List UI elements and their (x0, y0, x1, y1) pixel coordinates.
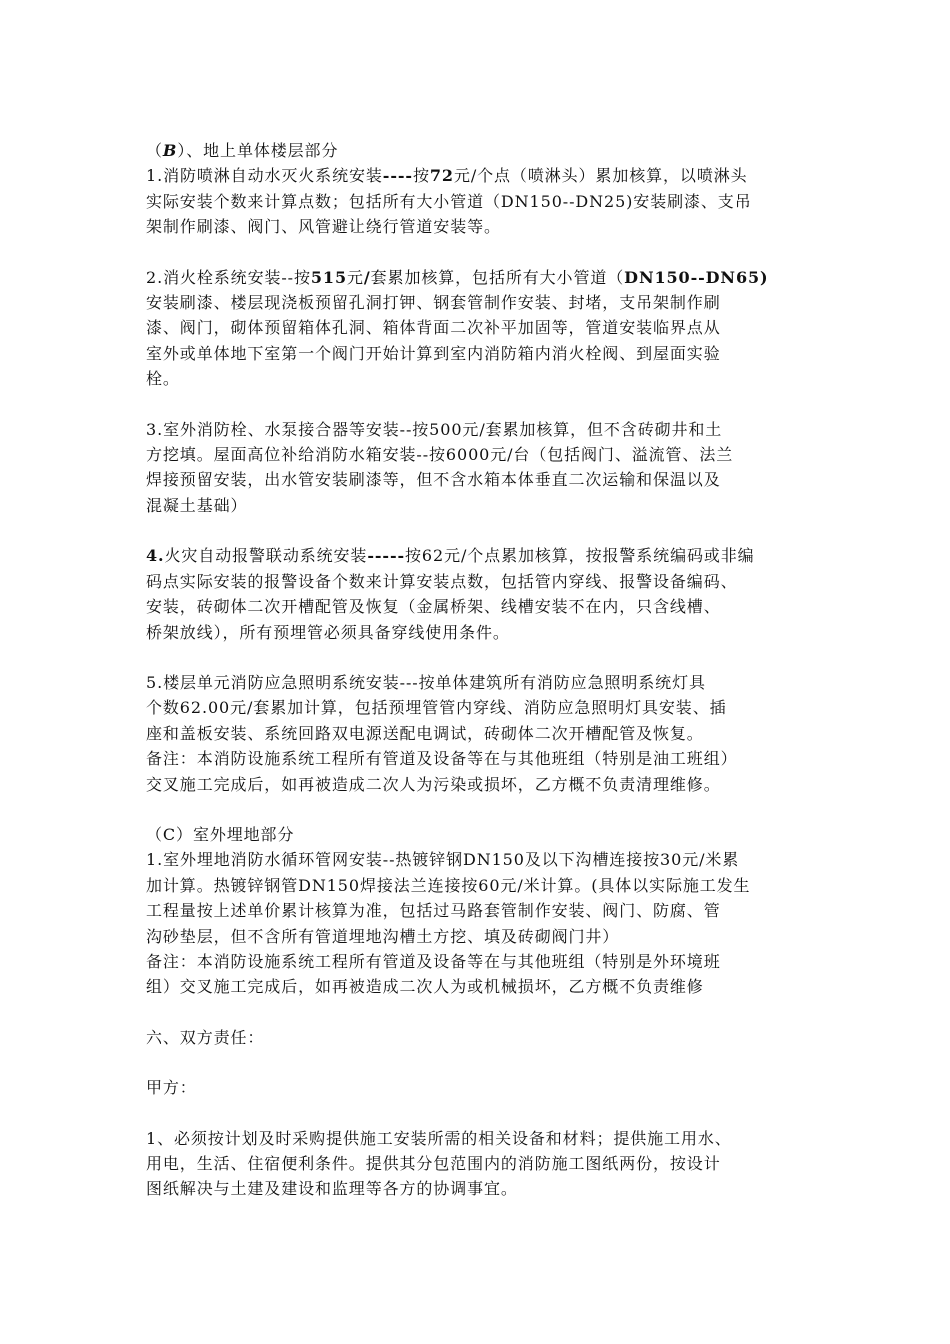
section-b-item-1 (146, 163, 816, 239)
item4-number: 4. (146, 546, 165, 566)
item3-line-4: 混凝土基础） (146, 495, 248, 515)
responsibilities-heading: 六、双方责任： (146, 1027, 265, 1047)
item2-text-c: 元 (347, 267, 364, 287)
item1-line-3: 架制作刷漆、阀门、风管避让绕行管道安装等。 (146, 217, 501, 237)
item4-text-d: 按62元/个点累加核算，按报警系统编码或非编 (405, 546, 755, 566)
document-page (146, 138, 816, 1202)
section-b-item-5 (146, 670, 816, 797)
section-b-item-4 (146, 543, 816, 645)
section-c-line-1: 1.室外埋地消防水循环管网安装--热镀锌钢DN150及以下沟槽连接按30元/米累 (146, 850, 740, 870)
section-b-heading (146, 138, 816, 163)
item3-line-3: 焊接预留安装，出水管安装刷漆等，但不含水箱本体垂直二次运输和保温以及 (146, 470, 721, 490)
item3-line-2: 方挖填。屋面高位补给消防水箱安装--按6000元/台（包括阀门、溢流管、法兰 (146, 445, 734, 465)
item1-text-c: 按 (412, 166, 430, 186)
item4-line-2: 码点实际安装的报警设备个数来计算安装点数，包括管内穿线、报警设备编码、 (146, 571, 738, 591)
item4-dashes: ----- (367, 546, 406, 566)
party-a-item-1 (146, 1126, 816, 1202)
party-a-item1-line-3: 图纸解决与土建及建设和监理等各方的协调事宜。 (146, 1179, 518, 1199)
item4-line-4: 桥架放线），所有预埋管必须具备穿线使用条件。 (146, 622, 510, 642)
section-c-line-2: 加计算。热镀锌钢管DN150焊接法兰连接按60元/米计算。(具体以实际施工发生 (146, 875, 751, 895)
item2-pipe-range: DN150--DN65) (624, 267, 769, 287)
item5-line-3: 座和盖板安装、系统回路双电源送配电调试，砖砌体二次开槽配管及恢复。 (146, 723, 704, 743)
item2-price: 515 (310, 267, 347, 287)
section-c-line-3: 工程量按上述单价累计核算为准，包括过马路套管制作安装、阀门、防腐、管 (146, 901, 721, 921)
section-c-line-4: 沟砂垫层，但不含所有管道埋地沟槽土方挖、填及砖砌阀门井） (146, 926, 620, 946)
item5-note-line-2: 交叉施工完成后，如再被造成二次人为污染或损坏，乙方概不负责清理维修。 (146, 774, 721, 794)
party-a-text: 甲方： (146, 1078, 197, 1098)
party-a-item1-line-1: 1、必须按计划及时采购提供施工安装所需的相关设备和材料；提供施工用水、 (146, 1128, 732, 1148)
item2-line-4: 室外或单体地下室第一个阀门开始计算到室内消防箱内消火栓阀、到屋面实验 (146, 343, 721, 363)
item1-price: 72 (429, 166, 454, 186)
item2-line-5: 栓。 (146, 369, 180, 389)
item5-note-line-1: 备注：本消防设施系统工程所有管道及设备等在与其他班组（特别是油工班组） (146, 749, 738, 769)
item1-dashes: ---- (382, 166, 413, 186)
section-6-heading (146, 1025, 816, 1050)
item1-line-2: 实际安装个数来计算点数；包括所有大小管道（DN150--DN25)安装刷漆、支吊 (146, 191, 752, 211)
section-b-item-2 (146, 265, 816, 392)
item1-text-a: 1.消防喷淋自动水灭火系统安装 (146, 166, 383, 186)
item2-text-e: 套累加核算，包括所有大小管道（ (370, 267, 625, 287)
item1-text-e: 元/个点（喷淋头）累加核算，以喷淋头 (453, 166, 748, 186)
item5-line-1: 5.楼层单元消防应急照明系统安装---按单体建筑所有消防应急照明系统灯具 (146, 672, 706, 692)
item2-line-3: 漆、阀门，砌体预留箱体孔洞、箱体背面二次补平加固等，管道安装临界点从 (146, 318, 721, 338)
heading-paren: （ (146, 141, 163, 160)
item4-line-3: 安装，砖砌体二次开槽配管及恢复（金属桥架、线槽安装不在内，只含线槽、 (146, 597, 721, 617)
item5-line-2: 个数62.00元/套累加计算，包括预埋管管内穿线、消防应急照明灯具安装、插 (146, 698, 727, 718)
item2-text-a: 2.消火栓系统安装--按 (146, 267, 311, 287)
heading-letter: B (162, 141, 178, 160)
section-c-heading: （C）室外埋地部分 (146, 824, 295, 844)
party-a-item1-line-2: 用电，生活、住宿便利条件。提供其分包范围内的消防施工图纸两份，按设计 (146, 1154, 721, 1173)
item3-line-1: 3.室外消防栓、水泵接合器等安装--按500元/套累加核算，但不含砖砌井和土 (146, 419, 723, 439)
section-c (146, 822, 816, 1000)
section-b-item-3 (146, 417, 816, 519)
party-a-label (146, 1075, 816, 1100)
item2-line-2: 安装刷漆、楼层现浇板预留孔洞打钾、钢套管制作安装、封堵，支吊架制作刷 (146, 293, 721, 313)
section-c-note-line-2: 组）交叉施工完成后，如再被造成二次人为或机械损坏，乙方概不负责维修 (146, 977, 704, 997)
section-c-note-line-1: 备注：本消防设施系统工程所有管道及设备等在与其他班组（特别是外环境班 (146, 951, 721, 971)
item2-slash: / (363, 267, 371, 287)
heading-text: ）、地上单体楼层部分 (177, 141, 339, 160)
item4-text-b: 火灾自动报警联动系统安装 (164, 546, 368, 566)
